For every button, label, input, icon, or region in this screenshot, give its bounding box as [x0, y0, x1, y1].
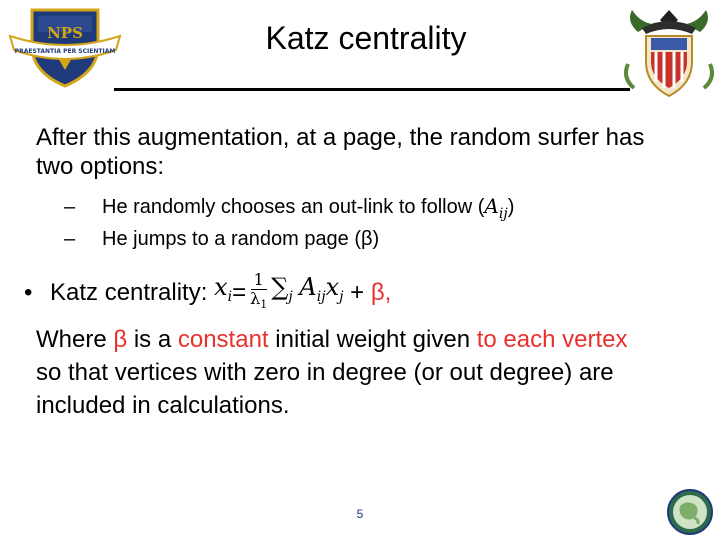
- svg-text:NPS: NPS: [47, 24, 83, 42]
- page-number: 5: [356, 507, 364, 521]
- to-each-vertex-term: to each vertex: [476, 326, 628, 353]
- formula-lhs: $x_i$: [214, 273, 233, 305]
- intro-paragraph: After this augmentation, at a page, the random surfer has two options:: [36, 124, 645, 180]
- close-paren: ): [507, 196, 515, 218]
- formula-xj: $x_j$: [325, 273, 344, 305]
- constant-term: constant: [177, 326, 269, 353]
- sub-bullet-random-jump: [64, 227, 379, 251]
- svg-text:PRAESTANTIA PER SCIENTIAM: PRAESTANTIA PER SCIENTIAM: [14, 48, 116, 55]
- globe-icon: [666, 488, 714, 536]
- title-underline: [114, 88, 630, 91]
- formula-equals: =: [232, 279, 247, 307]
- formula-plus: +: [343, 279, 371, 307]
- dash-marker: –: [64, 196, 76, 218]
- formula-label: Katz centrality:: [50, 279, 215, 307]
- dash-marker: –: [64, 228, 76, 250]
- math-a: $A_{ij}$: [484, 194, 508, 222]
- formula-adjacency: $A_{ij}$: [299, 273, 326, 305]
- slide-title: Katz centrality: [265, 20, 467, 56]
- formula-fraction: $\frac{1}{\lambda_1}$: [250, 270, 268, 312]
- formula-sum: $\sum_j$: [271, 273, 293, 305]
- formula-beta: β,: [370, 279, 392, 307]
- sub-bullet-follow-link: [64, 194, 514, 226]
- where-paragraph: Where β is a constant initial weight given to each vertex so that vertices with zero in degree (or out degree) are included in calculations.: [36, 326, 628, 419]
- sub-bullet-text: He randomly chooses an out-link to follow (: [102, 196, 485, 218]
- beta-term: β: [113, 326, 128, 353]
- bullet-marker: •: [24, 279, 33, 307]
- nps-logo: [2, 6, 128, 90]
- katz-formula-bullet: [24, 271, 391, 311]
- crest-logo: [618, 4, 720, 100]
- sub-bullet-text: He jumps to a random page (β): [102, 228, 380, 250]
